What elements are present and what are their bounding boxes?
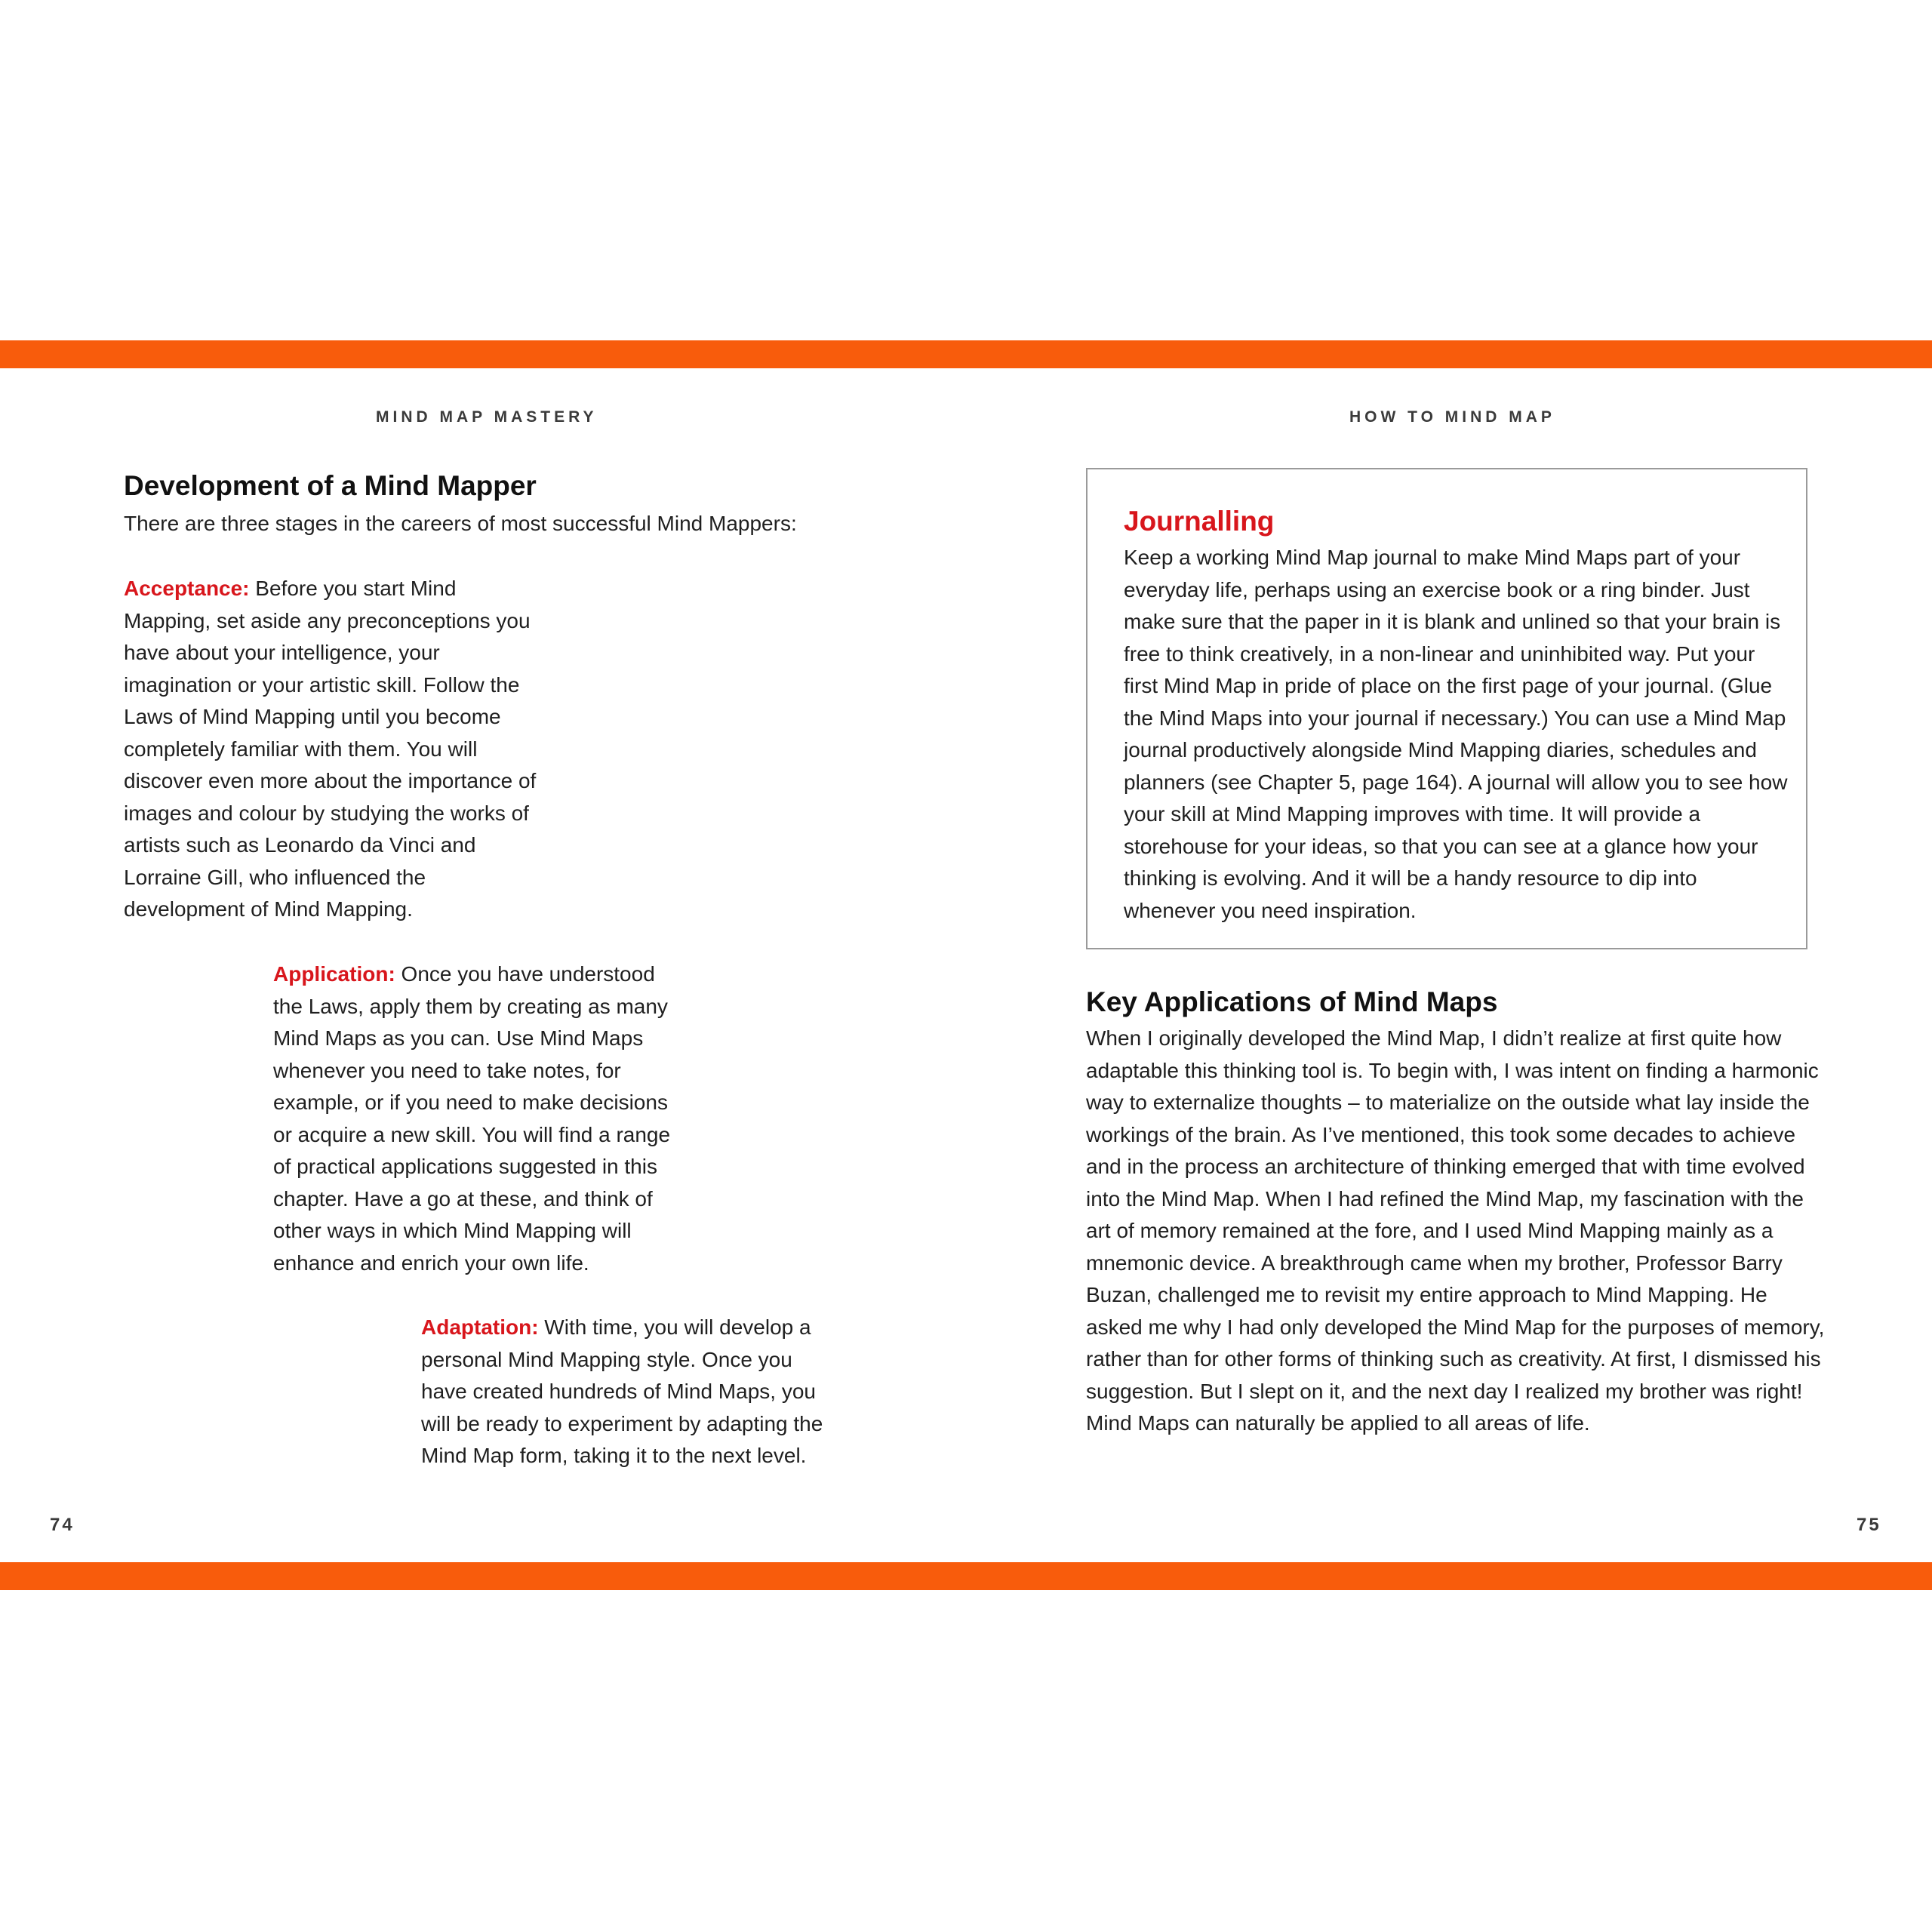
stage-application bbox=[273, 958, 687, 1279]
top-orange-band bbox=[0, 340, 1932, 368]
bottom-orange-band bbox=[0, 1562, 1932, 1590]
stage-adaptation bbox=[421, 1312, 844, 1472]
running-head-right: HOW TO MIND MAP bbox=[1349, 408, 1555, 426]
stage-term: Acceptance: bbox=[124, 577, 250, 600]
stage-text: Once you have understood the Laws, apply them by creating as many Mind Maps as you can. Use Mind Maps whenever you need to take notes, for example, or if you need to make decisions or acquire a new skill. You will find a range of practical applications suggested in this chapter. Have a go at these, and think of other ways in which Mind Mapping will enhance and enrich your own life. bbox=[273, 962, 671, 1275]
stage-text: With time, you will develop a personal Mind Mapping style. Once you have created hundreds of Mind Maps, you will be ready to experiment by adapting the Mind Map form, taking it to the next level. bbox=[421, 1315, 823, 1467]
key-applications-text: When I originally developed the Mind Map, I didn’t realize at first quite how adaptable this thinking tool is. To begin with, I was intent on finding a harmonic way to externalize thoughts – to materialize on the outside what lay inside the workings of the brain. As I’ve mentioned, this took some decades to achieve and in the process an architecture of thinking emerged that with time evolved into the Mind Map. When I had refined the Mind Map, my fascination with the art of memory remained at the fore, and I used Mind Mapping mainly as a mnemonic device. A breakthrough came when my brother, Professor Barry Buzan, challenged me to revisit my entire approach to Mind Mapping. He asked me why I had only developed the Mind Map for the purposes of memory, rather than for other forms of thinking such as creativity. At first, I dismissed his suggestion. But I slept on it, and the next day I realized my brother was right! Mind Maps can naturally be applied to all areas of life. bbox=[1086, 1026, 1825, 1435]
development-lead: There are three stages in the careers of most successful Mind Mappers: bbox=[124, 512, 797, 535]
journalling-text: Keep a working Mind Map journal to make Mind Maps part of your everyday life, perhaps using an exercise book or a ring binder. Just make sure that the paper in it is blank and unlined so that your brain is free to think creatively, in a non-linear and uninhibited way. Put your first Mind Map in pride of place on the first page of your journal. (Glue the Mind Maps into your journal if necessary.) You can use a Mind Map journal productively alongside Mind Mapping diaries, schedules and planners (see Chapter 5, page 164). A journal will allow you to see how your skill at Mind Mapping improves with time. It will provide a storehouse for your ideas, so that you can see at a glance how your thinking is evolving. And it will be a handy resource to dip into whenever you need inspiration. bbox=[1124, 546, 1788, 922]
journalling-box bbox=[1086, 468, 1807, 949]
stage-term: Adaptation: bbox=[421, 1315, 539, 1339]
running-head-left: MIND MAP MASTERY bbox=[376, 408, 598, 426]
development-heading: Development of a Mind Mapper bbox=[124, 470, 537, 501]
page-number-right: 75 bbox=[1857, 1515, 1881, 1535]
page-number-left: 74 bbox=[50, 1515, 75, 1535]
stage-term: Application: bbox=[273, 962, 395, 986]
key-applications-heading: Key Applications of Mind Maps bbox=[1086, 986, 1498, 1017]
stage-text: Before you start Mind Mapping, set aside any preconceptions you have about your intelligence, your imagination or your artistic skill. Follow the Laws of Mind Mapping until you become completely familiar with them. You will discover even more about the importance of images and colour by studying the works of artists such as Leonardo da Vinci and Lorraine Gill, who influenced the development of Mind Mapping. bbox=[124, 577, 537, 921]
stage-acceptance bbox=[124, 573, 537, 926]
journalling-title: Journalling bbox=[1124, 506, 1275, 537]
